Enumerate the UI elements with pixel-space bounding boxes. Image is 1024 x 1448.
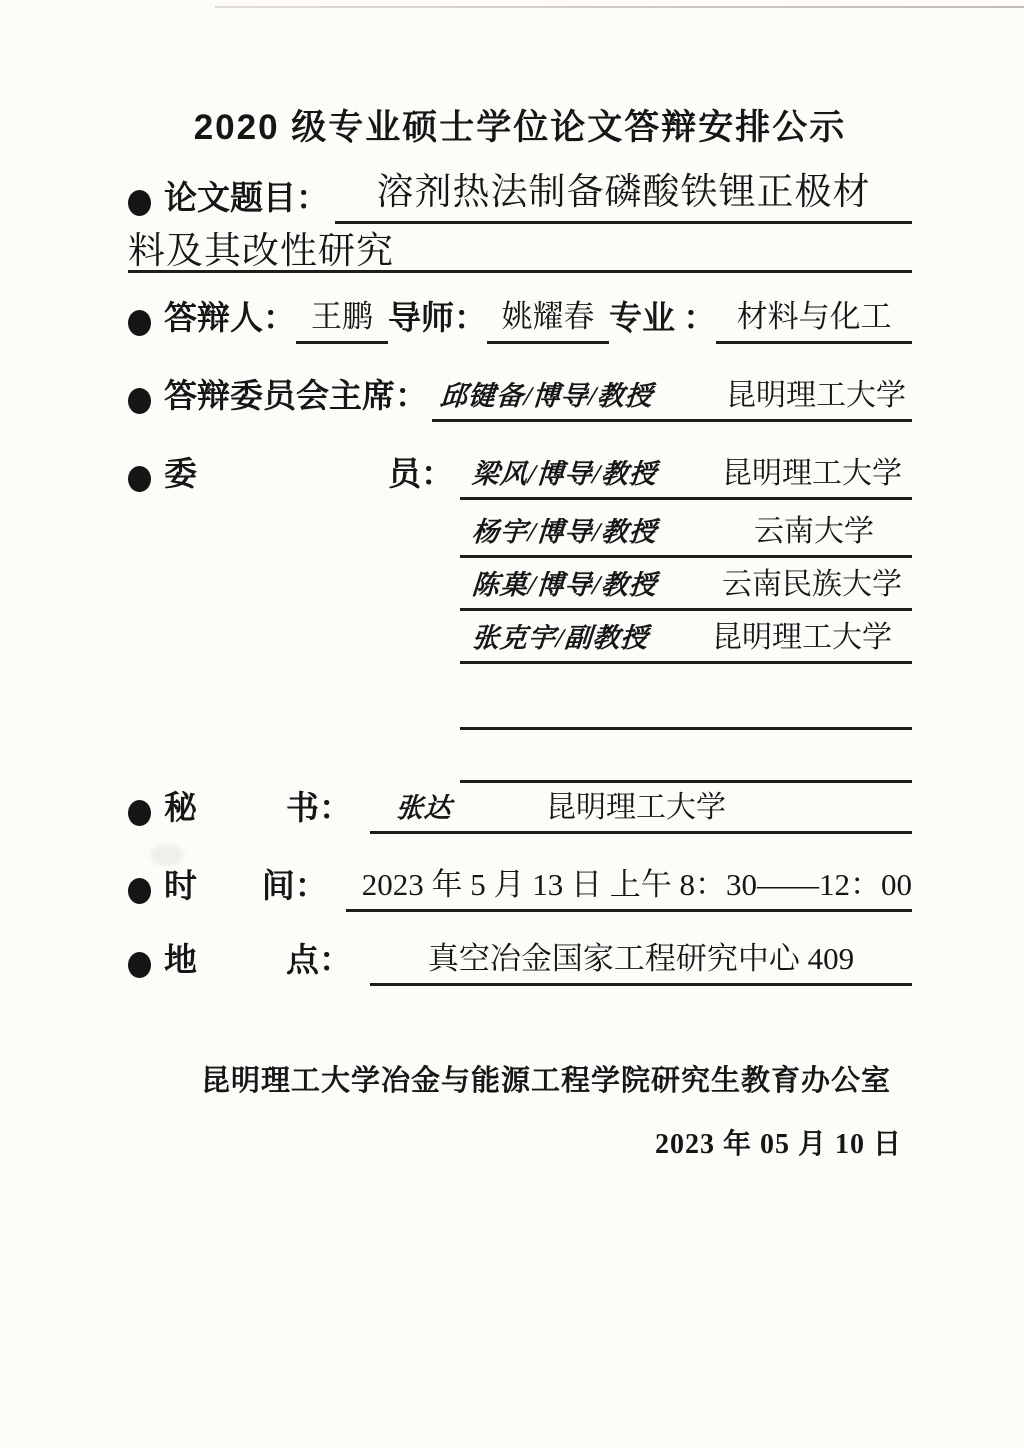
secretary-name: 张达	[394, 793, 454, 823]
member-university: 昆明理工大学	[722, 457, 902, 490]
member-name: 张克宇/副教授	[470, 623, 650, 653]
bullet-icon	[128, 190, 151, 216]
empty-signature-line	[460, 743, 912, 783]
defender-label: 答辩人：	[164, 300, 296, 337]
secretary-value-line	[370, 782, 912, 834]
bullet-icon	[128, 388, 151, 414]
member-name: 陈菓/博导/教授	[470, 570, 659, 600]
committee-label	[164, 455, 454, 500]
secretary-label-right: 书：	[286, 790, 352, 827]
committee-member-row	[460, 621, 912, 664]
place-label-left: 地	[164, 942, 197, 979]
committee-member-stack	[460, 505, 912, 783]
time-row	[128, 864, 912, 912]
place-label-right: 点：	[286, 942, 352, 979]
thesis-title-line2-row	[128, 228, 912, 273]
time-value: 2023 年 5 月 13 日 上午 8：30——12：00	[346, 865, 912, 912]
member-name: 梁风/博导/教授	[470, 459, 659, 489]
committee-member-row	[460, 448, 912, 500]
advisor-label: 导师：	[388, 300, 487, 337]
member-university: 云南民族大学	[722, 568, 902, 601]
member-university: 云南大学	[754, 515, 874, 548]
secretary-label	[164, 789, 352, 834]
thesis-title-label: 论文题目：	[164, 180, 329, 217]
document-content	[128, 0, 912, 1448]
chair-university: 昆明理工大学	[726, 379, 906, 412]
committee-row	[128, 450, 912, 500]
defender-row	[128, 296, 912, 344]
thesis-title-line2: 料及其改性研究	[128, 231, 394, 272]
footer-organization: 昆明理工大学冶金与能源工程学院研究生教育办公室	[200, 1065, 891, 1097]
major-label: 专业 ：	[609, 300, 717, 337]
defender-name: 王鹏	[296, 297, 388, 344]
page-title: 2020 级专业硕士学位论文答辩安排公示	[193, 108, 847, 147]
secretary-label-left: 秘	[164, 790, 197, 827]
advisor-name: 姚耀春	[487, 297, 609, 344]
committee-label-left: 委	[164, 456, 197, 493]
place-value: 真空冶金国家工程研究中心 409	[370, 939, 912, 986]
chair-name: 邱键备/博导/教授	[438, 381, 655, 411]
committee-member-row	[460, 568, 912, 611]
bullet-icon	[128, 800, 151, 826]
member-university: 昆明理工大学	[712, 621, 892, 654]
thesis-title-row	[128, 166, 912, 224]
committee-member-row	[460, 515, 912, 558]
secretary-row	[128, 786, 912, 834]
bullet-icon	[128, 466, 151, 492]
time-label	[164, 867, 328, 912]
chair-row	[128, 374, 912, 422]
secretary-university: 昆明理工大学	[546, 791, 726, 824]
chair-label: 答辩委员会主席：	[164, 378, 428, 415]
chair-value-line	[432, 370, 912, 422]
bullet-icon	[128, 878, 151, 904]
bullet-icon	[128, 952, 151, 978]
footer-date: 2023 年 05 月 10 日	[654, 1129, 902, 1160]
committee-label-right: 员：	[388, 456, 454, 493]
empty-signature-line	[460, 690, 912, 730]
place-label	[164, 941, 352, 986]
major-value: 材料与化工	[716, 297, 912, 344]
place-row	[128, 938, 912, 986]
bullet-icon	[128, 310, 151, 336]
time-label-left: 时	[164, 868, 197, 905]
member-name: 杨宇/博导/教授	[470, 517, 659, 547]
time-label-right: 间：	[261, 868, 328, 905]
thesis-title-line1: 溶剂热法制备磷酸铁锂正极材	[335, 169, 912, 224]
